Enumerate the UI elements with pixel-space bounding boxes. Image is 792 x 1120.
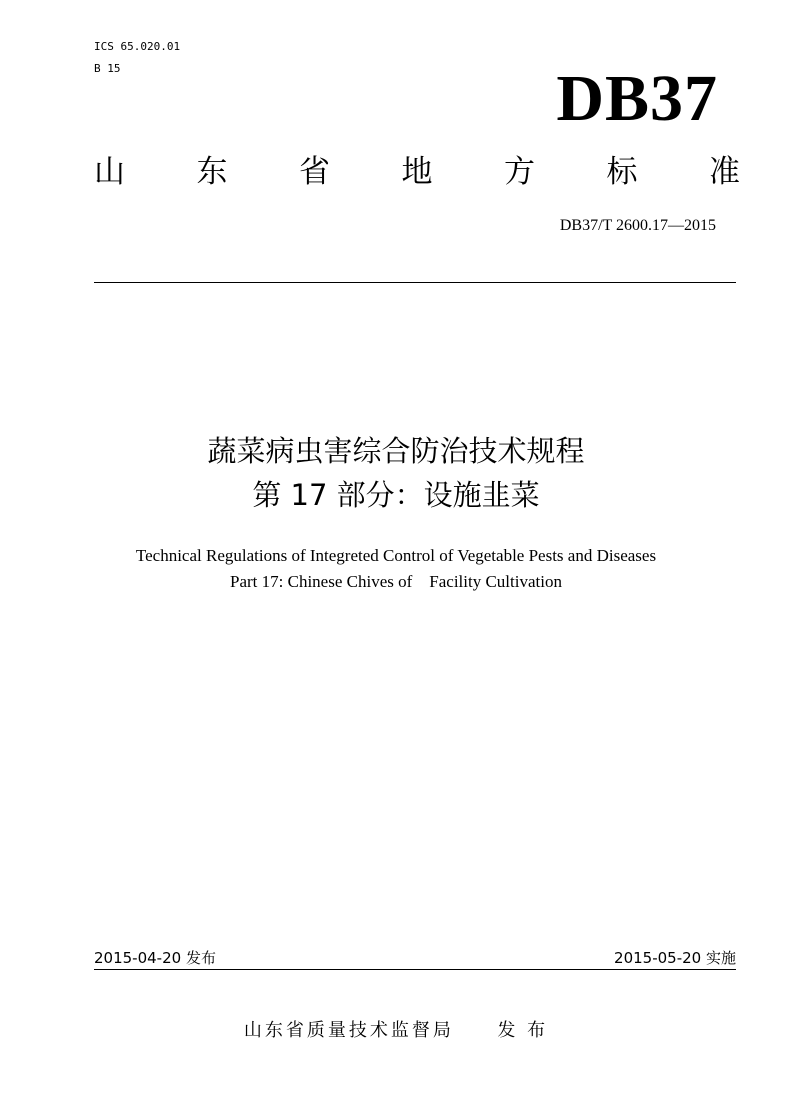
header-divider — [94, 282, 736, 283]
standard-mark: DB37 — [556, 62, 718, 135]
standard-type-char: 地 — [401, 154, 433, 190]
standard-type-heading — [94, 150, 740, 194]
footer-divider — [94, 969, 736, 970]
title-en-line1: Technical Regulations of Integreted Control of Vegetable Pests and Diseases — [135, 546, 657, 565]
ics-code: ICS 65.020.01 — [94, 40, 181, 53]
issuing-authority: 山东省质量技术监督局 发 布 — [243, 1020, 549, 1041]
ccs-code: B 15 — [94, 62, 121, 75]
issue-date: 2015-04-20 发布 — [94, 949, 216, 967]
title-cn-line1: 蔬菜病虫害综合防治技术规程 — [207, 434, 585, 468]
standard-type-char: 准 — [709, 154, 740, 190]
standard-type-char: 方 — [504, 154, 535, 190]
standard-type-char: 东 — [196, 154, 228, 190]
standard-type-char: 省 — [299, 154, 330, 190]
title-en-line2: Part 17: Chinese Chives of Facility Cultivation — [230, 572, 562, 591]
standard-type-char: 山 — [94, 154, 125, 190]
implementation-date: 2015-05-20 实施 — [614, 949, 736, 967]
title-cn-line2: 第 17 部分：设施韭菜 — [252, 478, 540, 512]
standard-type-char: 标 — [606, 154, 638, 190]
standard-number: DB37/T 2600.17—2015 — [559, 217, 716, 234]
